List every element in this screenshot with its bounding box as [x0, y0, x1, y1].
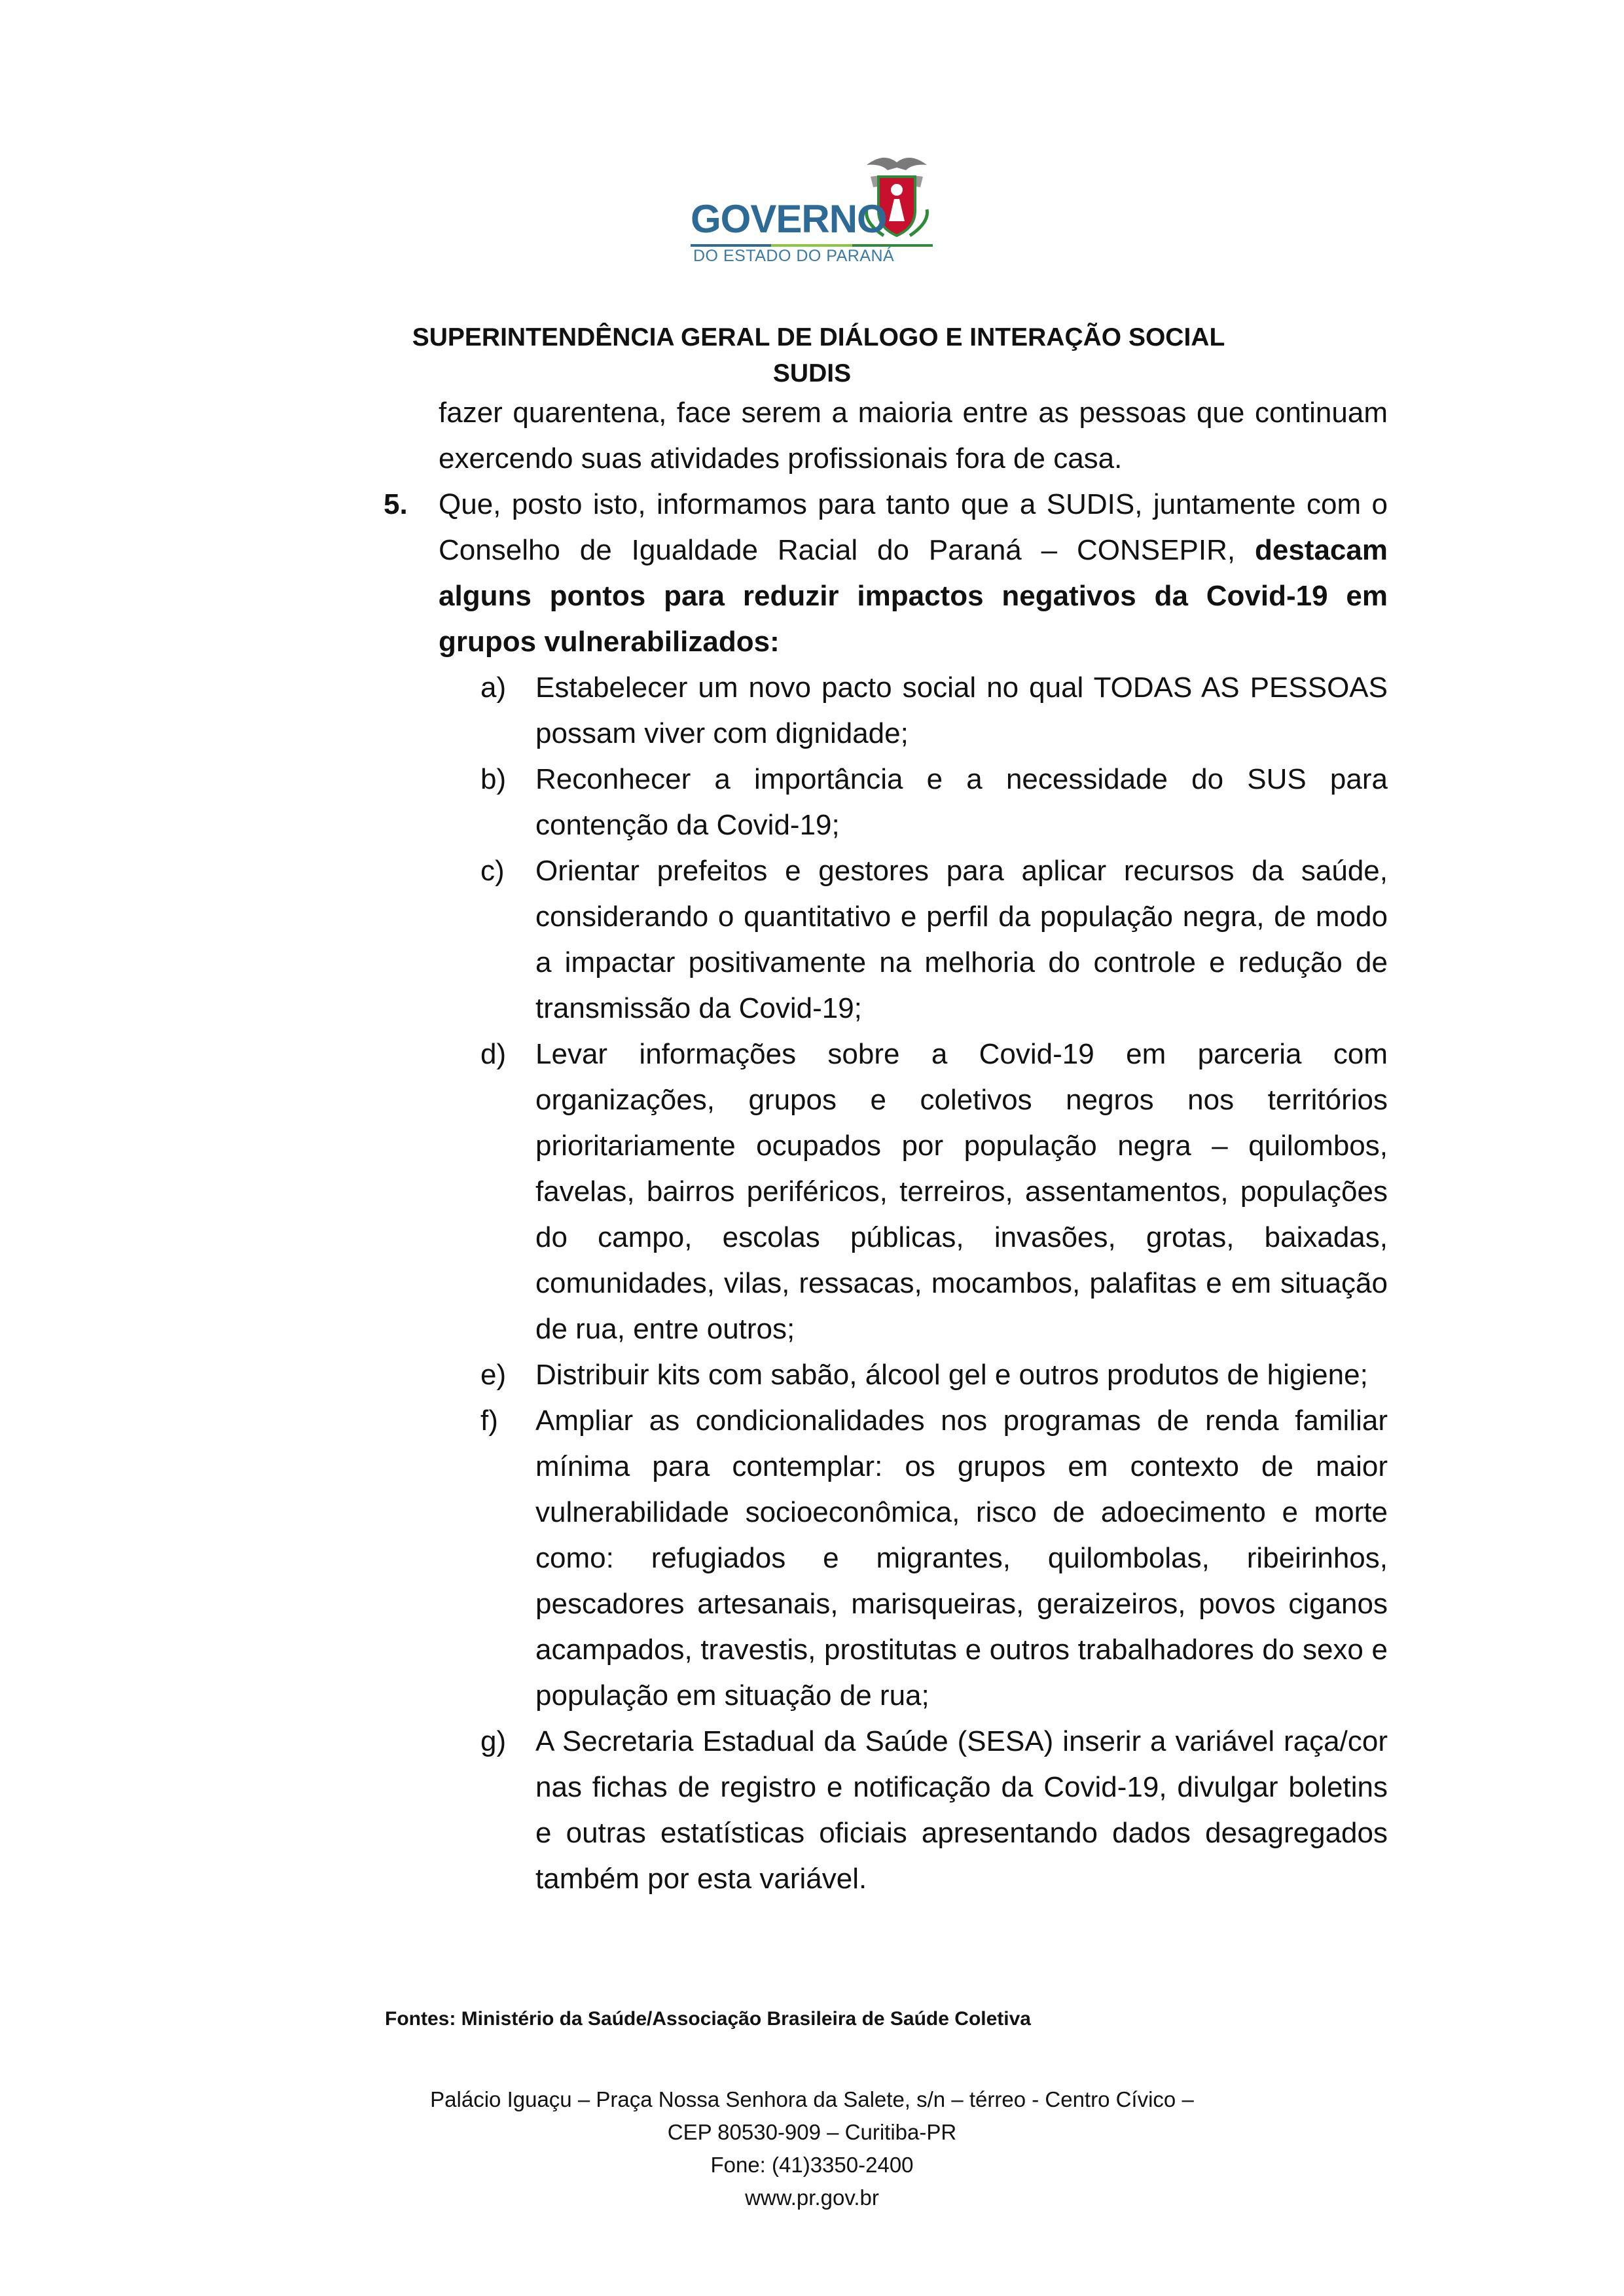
continuation-paragraph: fazer quarentena, face serem a maioria entre as pessoas que continuam exercendo suas atividades profissionais fora de casa.: [439, 397, 1388, 475]
header-subtitle: SUDIS: [772, 359, 852, 387]
footer-website: www.pr.gov.br: [745, 2185, 879, 2210]
list-item-c: [380, 848, 1388, 1031]
footer-address: Palácio Iguaçu – Praça Nossa Senhora da Salete, s/n – térreo - Centro Cívico –: [430, 2087, 1194, 2111]
list-marker: a): [480, 672, 507, 704]
list-marker: b): [480, 763, 507, 795]
footer-postal-code: CEP 80530-909 – Curitiba-PR: [667, 2120, 957, 2144]
list-item-text: A Secretaria Estadual da Saúde (SESA) inserir a variável raça/cor nas fichas de registro e notificação da Covid-19, divulgar boletins e outras estatísticas oficiais apresentando dados desagregados também por esta variável.: [535, 1725, 1388, 1895]
list-item-e: [380, 1352, 1388, 1398]
footer-phone: Fone: (41)3350-2400: [710, 2153, 914, 2177]
list-item-text: Reconhecer a importância e a necessidade do SUS para contenção da Covid-19;: [535, 763, 1388, 841]
list-item-text: Estabelecer um novo pacto social no qual TODAS AS PESSOAS possam viver com dignidade;: [535, 672, 1388, 749]
list-item-b: [380, 757, 1388, 848]
governo-parana-logo: [691, 151, 939, 265]
numbered-point-5: [380, 482, 1388, 665]
list-item-a: [380, 665, 1388, 757]
point-number: 5.: [384, 488, 408, 520]
document-header: [0, 319, 1624, 391]
document-body: [380, 390, 1388, 1902]
logo-subtitle: DO ESTADO DO PARANÁ: [693, 247, 895, 265]
list-marker: d): [480, 1038, 507, 1070]
point-text: Que, posto isto, informamos para tanto que a SUDIS, juntamente com o Conselho de Igualdade Racial do Paraná – CONSEPIR,: [439, 488, 1388, 566]
point-text-bold: destacam alguns pontos para reduzir impactos negativos da Covid-19 em grupos vulnerabilizados:: [439, 534, 1388, 658]
list-item-text: Levar informações sobre a Covid-19 em parceria com organizações, grupos e coletivos negros nos territórios prioritariamente ocupados por população negra – quilombos, favelas, bairros periféricos, terreiros, assentamentos, populações do campo, escolas públicas, invasões, grotas, baixadas, comunidades, vilas, ressacas, mocambos, palafitas e em situação de rua, entre outros;: [535, 1038, 1388, 1345]
list-item-text: Distribuir kits com sabão, álcool gel e outros produtos de higiene;: [535, 1359, 1368, 1391]
list-marker: e): [480, 1359, 507, 1391]
list-item-d: [380, 1031, 1388, 1352]
sources-note: Fontes: Ministério da Saúde/Associação Brasileira de Saúde Coletiva: [385, 2008, 1031, 2030]
document-footer: [0, 2083, 1624, 2214]
logo-wordmark: GOVERNO: [691, 197, 887, 241]
list-marker: c): [480, 855, 505, 887]
list-marker: f): [480, 1405, 498, 1437]
list-item-text: Ampliar as condicionalidades nos programas de renda familiar mínima para contemplar: os grupos em contexto de maior vulnerabilidade socioeconômica, risco de adoecimento e morte como: refugiados e migrantes, quilombolas, ribeirinhos, pescadores artesanais, marisqueiras, geraizeiros, povos ciganos acampados, travestis, prostitutas e outros trabalhadores do sexo e população em situação de rua;: [535, 1405, 1388, 1712]
list-item-f: [380, 1398, 1388, 1719]
list-item-g: [380, 1719, 1388, 1902]
list-item-text: Orientar prefeitos e gestores para aplicar recursos da saúde, considerando o quantitativo e perfil da população negra, de modo a impactar positivamente na melhoria do controle e redução de transmissão da Covid-19;: [535, 855, 1388, 1024]
list-marker: g): [480, 1725, 507, 1757]
header-title: SUPERINTENDÊNCIA GERAL DE DIÁLOGO E INTERAÇÃO SOCIAL: [412, 323, 1225, 351]
